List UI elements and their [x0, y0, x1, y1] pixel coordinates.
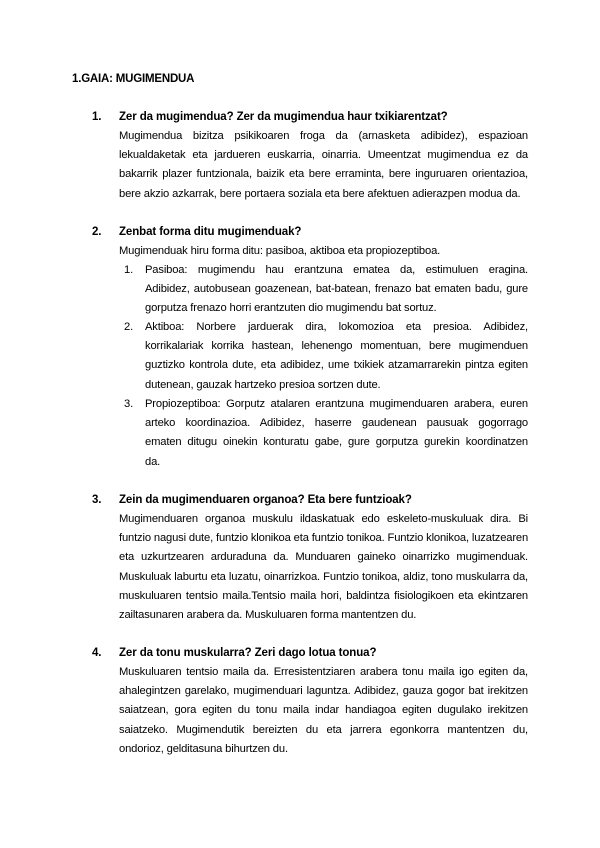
- text-line: Adibidez, autobusean goazenean, bat-batean, frenazo bat ematen badu, gure: [145, 283, 528, 296]
- text-line: lekualdaketak eta jardueren euskarria, oinarria. Umeentzat mugimendua ez da: [119, 149, 528, 162]
- list-number: 2.: [124, 321, 134, 333]
- question-text: Zer da mugimendua? Zer da mugimendua haur txikiarentzat?: [119, 111, 448, 123]
- question-2-heading: [92, 226, 301, 238]
- question-number: 3.: [92, 494, 102, 506]
- text-line: zailtasunaren arabera da. Muskuluaren forma mantentzen du.: [119, 608, 417, 621]
- answer-4-paragraph: [119, 663, 528, 759]
- text-line: dutenean, gauzak hartzeko presioa sortzen dute.: [145, 378, 381, 391]
- answer-2-intro: [119, 242, 528, 261]
- question-1-heading: [92, 111, 448, 123]
- text-line: Propiozeptiboa: Gorputz atalaren erantzuna mugimenduaren arabera, euren: [145, 398, 528, 410]
- text-line: bere akzio azkarrak, bere portaera soziala eta bere afektuen adierazpen modua da.: [119, 187, 521, 200]
- question-text: Zein da mugimenduaren organoa? Eta bere funtzioak?: [119, 494, 412, 506]
- text-line: gorputza frenazo horri erantzuten dio mugimendu bat sortuz.: [145, 302, 437, 315]
- text-line: da.: [145, 455, 161, 468]
- question-text: Zenbat forma ditu mugimenduak?: [119, 226, 302, 238]
- text-line: Pasiboa: mugimendu hau erantzuna ematea da, estimuluen eragina.: [145, 264, 528, 276]
- question-text: Zer da tonu muskularra? Zeri dago lotua tonua?: [119, 647, 377, 659]
- answer-3-paragraph: [119, 510, 528, 625]
- text-line: korrikalariak korrika hastean, lehenengo momentuan, bere mugimenduen: [145, 340, 528, 353]
- text-line: ematen ditugu oinekin konturatu gabe, gure gorputza gurekin koordinatzen: [145, 436, 528, 449]
- question-4-heading: [92, 647, 376, 659]
- text-line: Mugimenduaren organoa muskulu ildaskatuak edo eskeleto-muskuluak dira. Bi: [119, 513, 528, 525]
- question-3-heading: [92, 494, 412, 506]
- text-line: guztizko kontrola dute, eta adibidez, ume txikiek atzamarrarekin pintza egiten: [145, 359, 528, 372]
- text-line: muskuluaren tentsio maila.Tentsio maila hori, baldintza fisiologikoen eta ekintzaren: [119, 589, 528, 602]
- text-line: Muskuluaren tentsio maila da. Erresistentziaren arabera tonu maila igo egiten da,: [119, 666, 528, 678]
- text-line: Mugimendua bizitza psikikoaren froga da (arnasketa adibidez), espazioan: [119, 130, 528, 142]
- page-title: 1.GAIA: MUGIMENDUA: [72, 73, 195, 85]
- text-line: funtzio nagusi dute, funtzio klonikoa eta funtzio tonikoa. Funtzio klonikoa, luzatzearen: [119, 532, 529, 545]
- text-line: Aktiboa: Norbere jarduerak dira, lokomozioa eta presioa. Adibidez,: [145, 321, 528, 333]
- answer-1-paragraph: [119, 127, 528, 204]
- text-line: ahalegintzen garelako, mugimenduari laguntza. Adibidez, gauza gogor bat irekitzen: [119, 685, 528, 698]
- text-line: ondorioz, gelditasuna bihurtzen du.: [119, 742, 288, 755]
- text-line: Muskuluak laburtu eta luzatu, oinarrizkoa. Funtzio tonikoa, aldiz, tono muskularra da,: [119, 570, 528, 583]
- text-line: saiatzean, gora egiten du tonu maila indar handiagoa egiten dugulako irekitzen: [119, 704, 528, 717]
- text-line: Mugimenduak hiru forma ditu: pasiboa, aktiboa eta propiozeptiboa.: [119, 245, 441, 257]
- text-line: saiatzeko. Mugimendutik bereizten du eta jarrera egonkorra mantentzen du,: [119, 723, 528, 736]
- question-number: 2.: [92, 226, 102, 238]
- text-line: bakarrik plazer funtzionala, baizik eta bere erraminta, bere inguruaren orientazioa,: [119, 168, 528, 181]
- list-number: 1.: [124, 264, 134, 276]
- list-number: 3.: [124, 398, 134, 410]
- question-number: 4.: [92, 647, 102, 659]
- question-number: 1.: [92, 111, 102, 123]
- text-line: eta uzkurtzearen arduraduna da. Munduaren gaineko oinarrizko mugimenduak.: [119, 551, 528, 564]
- text-line: arteko koordinazioa. Adibidez, haserre gaudenean pausuak gogorrago: [145, 417, 528, 430]
